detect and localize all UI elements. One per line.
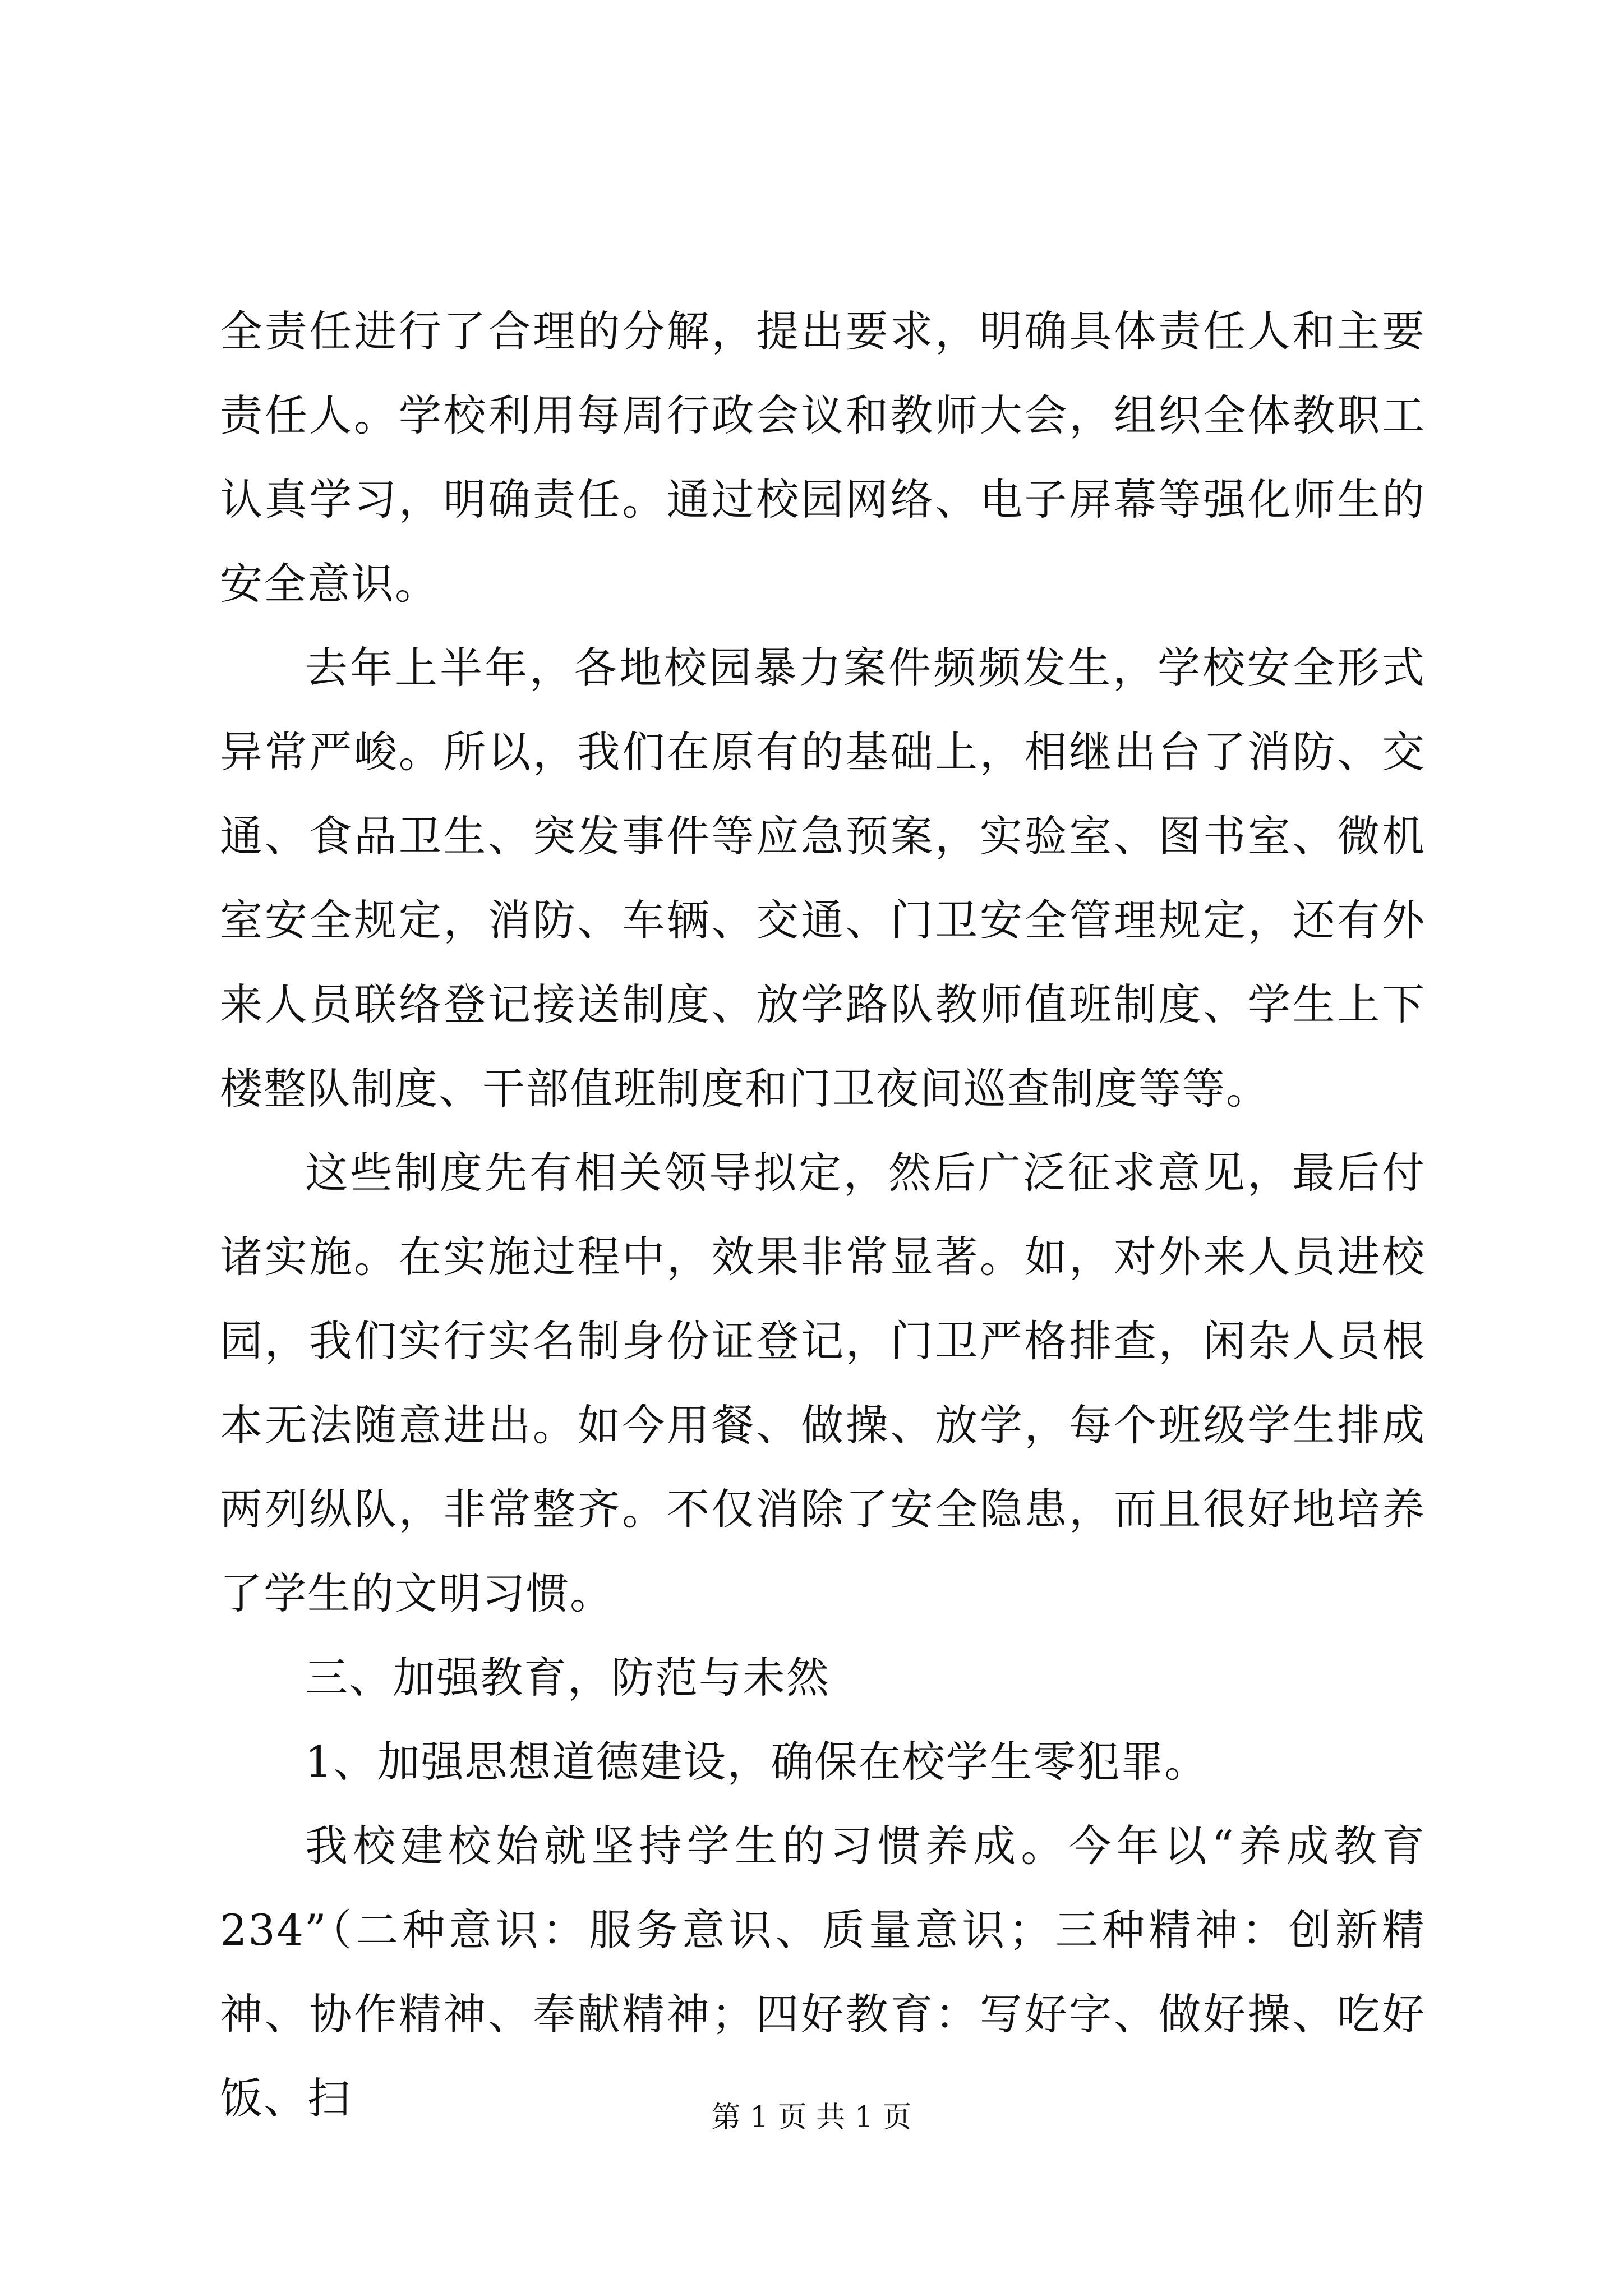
page-number-label: 第 1 页 共 1 页 [711,2101,912,2134]
paragraph: 去年上半年，各地校园暴力案件频频发生，学校安全形式异常严峻。所以，我们在原有的基础上，相继出台了消防、交通、食品卫生、突发事件等应急预案，实验室、图书室、微机室安全规定，消防、车辆、交通、门卫安全管理规定，还有外来人员联络登记接送制度、放学路队教师值班制度、学生上下楼整队制度、干部值班制度和门卫夜间巡查制度等等。 [220,643,1426,1114]
section-heading: 三、加强教育，防范与未然 [305,1653,830,1703]
subsection-heading: 1、加强思想道德建设，确保在校学生零犯罪。 [305,1737,1209,1787]
paragraph: 这些制度先有相关领导拟定，然后广泛征求意见，最后付诸实施。在实施过程中，效果非常显著。如，对外来人员进校园，我们实行实名制身份证登记，门卫严格排查，闲杂人员根本无法随意进出。如今用餐、做操、放学，每个班级学生排成两列纵队，非常整齐。不仅消除了安全隐患，而且很好地培养了学生的文明习惯。 [220,1148,1426,1618]
paragraph: 我校建校始就坚持学生的习惯养成。今年以“养成教育234”（二种意识：服务意识、质量意识；三种精神：创新精神、协作精神、奉献精神；四好教育：写好字、做好操、吃好饭、扫 [220,1821,1426,2123]
document-body [220,289,1426,2141]
paragraph: 全责任进行了合理的分解，提出要求，明确具体责任人和主要责任人。学校利用每周行政会议和教师大会，组织全体教职工认真学习，明确责任。通过校园网络、电子屏幕等强化师生的安全意识。 [220,306,1426,609]
page-footer [0,2098,1623,2137]
